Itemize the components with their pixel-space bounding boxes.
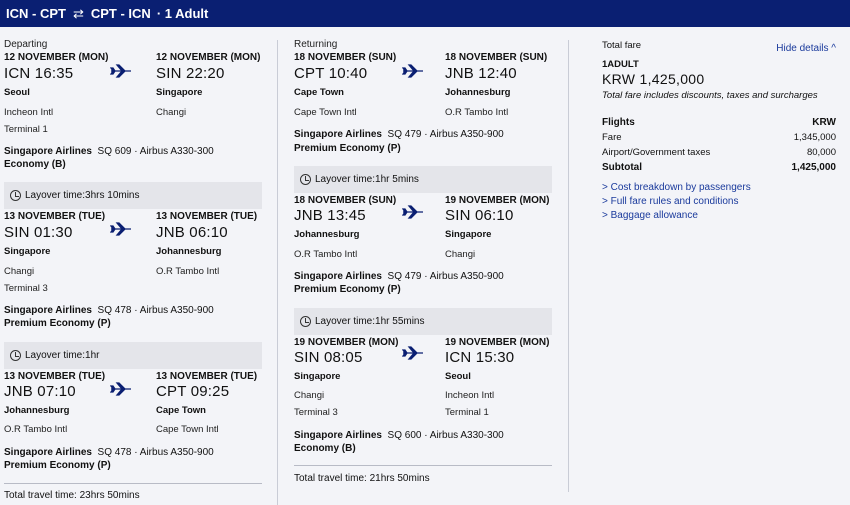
dep-code-time: ICN 16:35 — [4, 65, 74, 82]
arr-date: 18 NOVEMBER (SUN) — [445, 52, 548, 63]
layover-bar — [294, 166, 552, 193]
route-header — [0, 0, 850, 27]
cabin-class: Economy (B) — [4, 159, 66, 170]
dep-terminal: Terminal 1 — [4, 124, 48, 135]
segment — [290, 193, 552, 305]
segment — [290, 27, 552, 165]
flight-number: SQ 478 · Airbus A350-900 — [97, 305, 214, 316]
airline-info — [294, 271, 504, 282]
hide-details-link[interactable]: Hide details ^ — [776, 43, 836, 54]
airline-name: Singapore Airlines — [294, 271, 382, 282]
flight-number: SQ 479 · Airbus A350-900 — [387, 129, 504, 140]
swap-arrows-icon[interactable]: ⇄ — [72, 5, 84, 21]
arr-city: Cape Town — [156, 405, 206, 416]
subtotal-row — [602, 160, 836, 175]
subtotal-value: 1,425,000 — [791, 162, 836, 173]
clock-icon — [300, 174, 311, 185]
cost-breakdown-link[interactable]: > Cost breakdown by passengers — [602, 182, 751, 193]
arr-airport: Cape Town Intl — [156, 424, 219, 435]
flight-number: SQ 600 · Airbus A330-300 — [387, 430, 504, 441]
layover-time: Layover time:1hr 55mins — [315, 316, 425, 327]
dep-date: 13 NOVEMBER (TUE) — [4, 371, 106, 382]
dep-code-time: SIN 08:05 — [294, 349, 363, 366]
arr-city: Seoul — [445, 371, 471, 382]
cabin-class: Premium Economy (P) — [4, 318, 111, 329]
arr-date: 12 NOVEMBER (MON) — [156, 52, 261, 63]
dep-terminal: Terminal 3 — [4, 283, 48, 294]
fare-row — [602, 130, 836, 145]
departing-heading: Departing — [4, 39, 48, 50]
flight-number: SQ 609 · Airbus A330-300 — [97, 146, 214, 157]
dep-code-time: SIN 01:30 — [4, 224, 73, 241]
airline-name: Singapore Airlines — [294, 129, 382, 140]
divider — [294, 465, 552, 466]
airline-name: Singapore Airlines — [4, 146, 92, 157]
arr-date: 19 NOVEMBER (MON) — [445, 337, 550, 348]
arr-code-time: SIN 06:10 — [445, 207, 514, 224]
plane-icon — [110, 64, 132, 78]
cabin-class: Premium Economy (P) — [294, 284, 401, 295]
dep-city: Johannesburg — [294, 229, 360, 240]
clock-icon — [10, 190, 21, 201]
plane-icon — [402, 64, 424, 78]
arr-terminal: Terminal 1 — [445, 407, 489, 418]
total-fare-amount: KRW 1,425,000 — [602, 71, 705, 87]
outbound-route: ICN - CPT — [6, 6, 66, 21]
cabin-class: Premium Economy (P) — [294, 143, 401, 154]
airline-info — [294, 129, 504, 140]
arr-city: Johannesburg — [445, 87, 511, 98]
total-fare-label: Total fare — [602, 40, 642, 51]
dep-date: 18 NOVEMBER (SUN) — [294, 52, 397, 63]
currency-label: KRW — [812, 117, 836, 128]
fare-value: 1,345,000 — [793, 132, 836, 143]
arr-city: Singapore — [445, 229, 492, 240]
clock-icon — [300, 316, 311, 327]
arr-code-time: JNB 12:40 — [445, 65, 517, 82]
dep-city: Johannesburg — [4, 405, 70, 416]
dep-code-time: JNB 07:10 — [4, 383, 76, 400]
departing-column — [0, 27, 262, 501]
dep-date: 18 NOVEMBER (SUN) — [294, 195, 397, 206]
arr-date: 13 NOVEMBER (TUE) — [156, 371, 258, 382]
passenger-count: · 1 Adult — [156, 6, 209, 21]
arr-airport: O.R Tambo Intl — [156, 266, 220, 277]
airline-name: Singapore Airlines — [4, 305, 92, 316]
segment — [0, 369, 262, 479]
plane-icon — [402, 205, 424, 219]
column-divider — [568, 40, 569, 492]
arr-airport: Changi — [156, 107, 187, 118]
dep-airport: Changi — [294, 390, 325, 401]
dep-date: 12 NOVEMBER (MON) — [4, 52, 109, 63]
layover-bar — [4, 182, 262, 209]
dep-airport: O.R Tambo Intl — [4, 424, 68, 435]
airline-info — [4, 305, 214, 316]
taxes-value: 80,000 — [806, 147, 836, 158]
flights-header-row — [602, 115, 836, 130]
dep-date: 19 NOVEMBER (MON) — [294, 337, 399, 348]
cabin-class: Economy (B) — [294, 443, 356, 454]
subtotal-label: Subtotal — [602, 162, 642, 173]
flight-number: SQ 478 · Airbus A350-900 — [97, 447, 214, 458]
dep-airport: O.R Tambo Intl — [294, 249, 358, 260]
fare-links — [602, 182, 836, 224]
dep-city: Seoul — [4, 87, 30, 98]
segment — [0, 209, 262, 341]
segment — [0, 27, 262, 182]
fare-note: Total fare includes discounts, taxes and surcharges — [602, 90, 818, 101]
layover-time: Layover time:1hr — [25, 350, 100, 361]
plane-icon — [402, 346, 424, 360]
flights-label: Flights — [602, 117, 635, 128]
dep-terminal: Terminal 3 — [294, 407, 338, 418]
fare-summary — [602, 40, 836, 224]
column-divider — [277, 40, 278, 505]
total-travel-time: Total travel time: 23hrs 50mins — [4, 490, 140, 501]
arr-code-time: CPT 09:25 — [156, 383, 230, 400]
dep-city: Cape Town — [294, 87, 344, 98]
layover-bar — [4, 342, 262, 369]
arr-city: Singapore — [156, 87, 203, 98]
layover-time: Layover time:3hrs 10mins — [25, 190, 140, 201]
segment — [290, 335, 552, 461]
arr-city: Johannesburg — [156, 246, 222, 257]
dep-code-time: CPT 10:40 — [294, 65, 368, 82]
inbound-route: CPT - ICN — [90, 6, 151, 21]
taxes-row — [602, 145, 836, 160]
airline-name: Singapore Airlines — [4, 447, 92, 458]
taxes-label: Airport/Government taxes — [602, 147, 711, 158]
cabin-class: Premium Economy (P) — [4, 460, 111, 471]
dep-city: Singapore — [294, 371, 341, 382]
airline-info — [4, 447, 214, 458]
airline-info — [294, 430, 504, 441]
plane-icon — [110, 382, 132, 396]
arr-code-time: SIN 22:20 — [156, 65, 225, 82]
airline-name: Singapore Airlines — [294, 430, 382, 441]
returning-heading: Returning — [294, 39, 338, 50]
returning-column — [290, 27, 552, 484]
airline-info — [4, 146, 214, 157]
baggage-allowance-link[interactable]: > Baggage allowance — [602, 210, 698, 221]
total-travel-time: Total travel time: 21hrs 50mins — [294, 473, 430, 484]
dep-code-time: JNB 13:45 — [294, 207, 366, 224]
arr-date: 19 NOVEMBER (MON) — [445, 195, 550, 206]
layover-bar — [294, 308, 552, 335]
arr-code-time: JNB 06:10 — [156, 224, 228, 241]
dep-airport: Incheon Intl — [4, 107, 54, 118]
fare-label: Fare — [602, 132, 622, 143]
arr-code-time: ICN 15:30 — [445, 349, 515, 366]
dep-city: Singapore — [4, 246, 51, 257]
arr-date: 13 NOVEMBER (TUE) — [156, 211, 258, 222]
layover-time: Layover time:1hr 5mins — [315, 174, 419, 185]
dep-airport: Cape Town Intl — [294, 107, 357, 118]
arr-airport: Incheon Intl — [445, 390, 495, 401]
dep-airport: Changi — [4, 266, 35, 277]
plane-icon — [110, 222, 132, 236]
dep-date: 13 NOVEMBER (TUE) — [4, 211, 106, 222]
clock-icon — [10, 350, 21, 361]
arr-airport: O.R Tambo Intl — [445, 107, 509, 118]
arr-airport: Changi — [445, 249, 476, 260]
fare-rules-link[interactable]: > Full fare rules and conditions — [602, 196, 739, 207]
passenger-type: 1ADULT — [602, 59, 639, 70]
divider — [4, 483, 262, 484]
flight-number: SQ 479 · Airbus A350-900 — [387, 271, 504, 282]
